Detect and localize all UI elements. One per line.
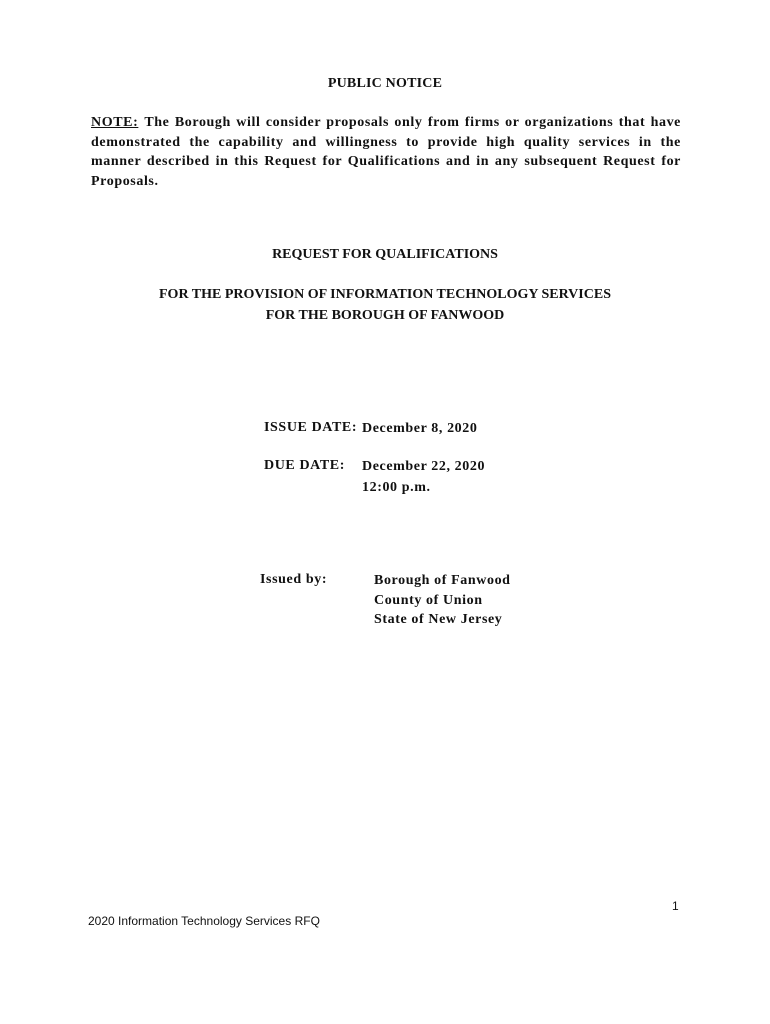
issuer-borough: Borough of Fanwood (374, 573, 511, 588)
due-date-label: DUE DATE: (264, 458, 345, 473)
footer-text: 2020 Information Technology Services RFQ (88, 914, 320, 928)
issued-by-label: Issued by: (260, 572, 328, 587)
note-label: NOTE: (91, 115, 139, 130)
page-number: 1 (672, 899, 679, 913)
note-paragraph (91, 113, 681, 191)
provision-line-2: FOR THE BOROUGH OF FANWOOD (265, 308, 505, 323)
due-date-value: December 22, 2020 (362, 459, 486, 474)
issue-date-label: ISSUE DATE: (264, 420, 358, 435)
due-date-block (362, 456, 485, 498)
provision-line-1: FOR THE PROVISION OF INFORMATION TECHNOLOGY SERVICES (159, 287, 611, 302)
note-text: The Borough will consider proposals only from firms or organizations that have demonstrated the capability and willingness to provide high quality services in the manner described in this Request for Qualifications and in any subsequent Request for Proposals. (91, 115, 681, 189)
provision-heading (0, 284, 770, 326)
page-title: PUBLIC NOTICE (327, 76, 443, 91)
rfq-heading: REQUEST FOR QUALIFICATIONS (272, 247, 498, 262)
issue-date-value: December 8, 2020 (362, 421, 478, 436)
issuer-county: County of Union (374, 592, 483, 608)
issuer-state: State of New Jersey (374, 612, 503, 627)
due-time-value: 12:00 p.m. (362, 480, 431, 495)
issuer-block (374, 571, 511, 630)
